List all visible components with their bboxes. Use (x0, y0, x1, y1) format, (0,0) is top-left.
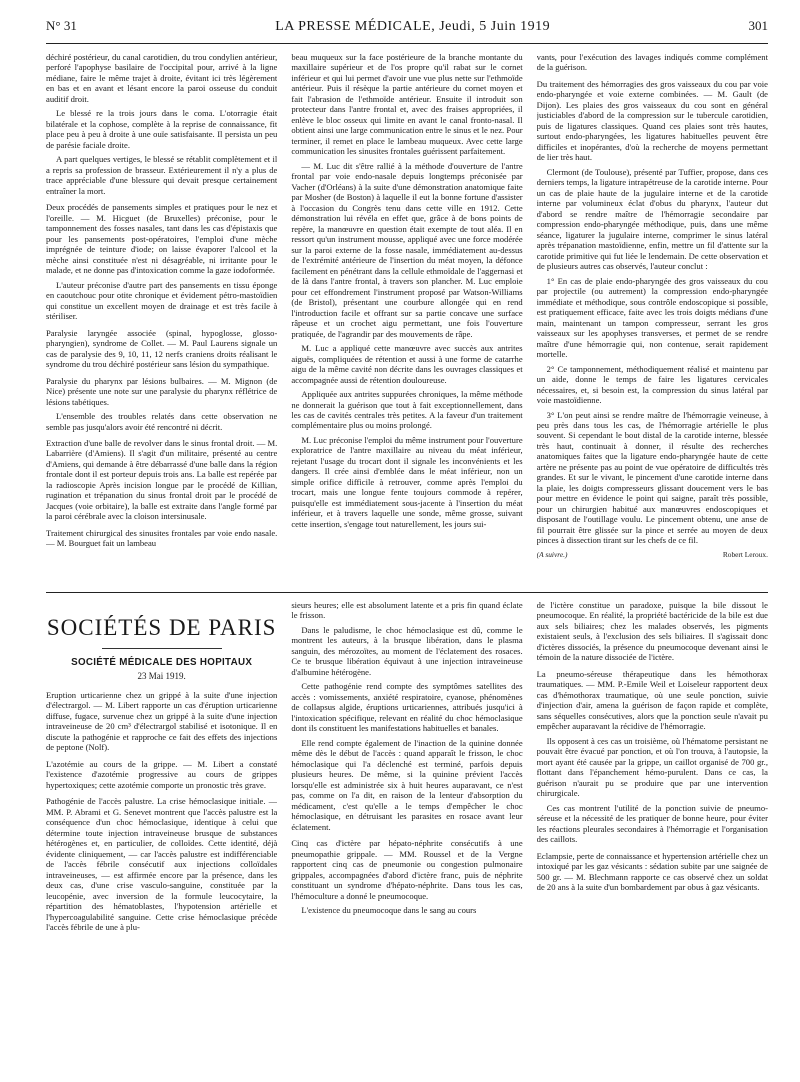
paragraph: Appliquée aux antrites suppurées chroniques, la même méthode ne donnerait la guérison que tout à fait exceptionnellement, dans les cas de cavités centrales très petites. A la faveur d'un traitement complémentaire plus ou moins prolongé. (291, 389, 523, 431)
section-paragraph: Deux procédés de pansements simples et pratiques pour le nez et l'oreille. — M. Hicguet (de Bruxelles) préconise, pour le tamponnement des fosses nasales, tant dans les cas d'épistaxis que pour les pansements post-opératoires, l'emploi d'une mèche imprégnée de teinture d'iode; on laisse évaporer l'alcool et la mèche ainsi constituée n'est ni désagréable, ni irritante pour le malade, et ne donne pas d'intoxication comme la gaze iodoformée. (46, 202, 278, 276)
paragraph: Clermont (de Toulouse), présenté par Tuffier, propose, dans ces derniers temps, la ligature intrapétreuse de la carotide interne. Pour un cas de plaie haute de la jugulaire interne et de la carotide interne par volumineux éclat d'obus du pharynx, l'auteur dut d'abord se rendre maître de l'hémorragie secondaire par compression endo-pharyngée méthodique, puis, dans une même séance, ligaturer la jugulaire interne, comprimer le sinus latéral après trépanation mastoïdienne, enfin, mettre un fil d'attente sur la carotide primitive qui fut liée le lendemain. De cette observation et de plusieurs autres cas observés, l'auteur conclut : (536, 166, 768, 272)
paragraph: Ils opposent à ces cas un troisième, où l'hématome persistant ne pouvait être évacué par ponction, et où l'on trouva, à l'autopsie, la mort ayant été causée par la grippe, un caillot organisé de 700 gr., flottant dans l'épanchement hémo-purulent. Dans ce cas, la guérison n'aurait pu se produire que par une intervention chirurgicale. (536, 735, 768, 799)
top-columns (46, 52, 768, 584)
section-paragraph: Eruption urticarienne chez un grippé à la suite d'une injection d'électrargol. — M. Libert rapporte un cas d'éruption urticarienne diffuse, fugace, survenue chez un grippé à la suite d'une injection intraveineuse de 20 cm³ d'électrargol stabilisé et isotonique. Il en discute la pathogénie et rapproche ce fait des effets des injections de peptone (Nolf). (46, 689, 278, 753)
continued-note: (A suivre.) (536, 549, 568, 559)
paragraph: Elle rend compte également de l'inaction de la quinine donnée même dès le début de l'accès : quand apparaît le frisson, le choc hémoclasique qui l'a déclenché est terminé, parfois depuis plusieurs heures. De même, si la quinine prévient l'accès lorsqu'elle est administrée six à huit heures auparavant, ce n'est pas, comme on l'a dit, en raison de la lenteur d'absorption du médicament, c'est qu'elle a le temps d'empêcher le choc hémoclasique, en détruisant les parasites en rosace avant leur éclatement. (291, 737, 523, 832)
session-date: 23 Mai 1919. (137, 670, 186, 681)
top-column-2 (291, 52, 522, 584)
section-rule (46, 592, 768, 593)
top-column-3 (537, 52, 768, 584)
signature (537, 550, 768, 559)
paragraph: Ces cas montrent l'utilité de la ponction suivie de pneumo-séreuse et la nécessité de les pratiquer de bonne heure, pour éviter les réactions pleurales secondaires à l'hémorragie et l'organisation des caillots. (536, 802, 768, 845)
societes-column-3 (537, 600, 768, 1070)
section-paragraph: Extraction d'une balle de revolver dans le sinus frontal droit. — M. Labarrière (d'Amiens). Il s'agit d'un militaire, présenté au centre d'Amiens, qui demande à être débarrassé d'une balle dans la région frontale dont il est porteur depuis trois ans. La balle est repérée par la radioscopie Après incision longue par le procédé de Killian, rugination et trépanation du sinus frontal droit par le procédé de Jacques (voie orbitaire), la balle est extraite dans l'angle formé par la paroi cérébrale avec la cloison intersinusale. (46, 437, 278, 522)
author-name: Robert Leroux. (722, 549, 768, 559)
section-paragraph: Paralysie laryngée associée (spinal, hypoglosse, glosso-pharyngien), syndrome de Collet. — M. Paul Laurens signale un cas de paralysie des 9, 10, 11, 12 nerfs craniens droits réalisant le syndrome du trou déchiré postérieur sans lésion du sympathique. (46, 327, 278, 370)
society-name: SOCIÉTÉ MÉDICALE DES HOPITAUX (71, 657, 253, 669)
section-paragraph: Du traitement des hémorragies des gros vaisseaux du cou par voie endo-pharyngée et voie externe combinées. — M. Gault (de Dijon). Les plaies des gros vaisseaux du cou sont en général justiciables d'abord de la compression sur le tubercule carotidien, puis de ligatures classiques. Quand ces plaies sont très hautes, surtout endo-pharyngées, les ligatures habituelles peuvent être difficiles et inopérantes, d'où la recherche de moyens permettant de lier très haut. (536, 78, 768, 163)
paragraph: vants, pour l'exécution des lavages indiqués comme complément de la guérison. (536, 52, 768, 73)
paragraph: — M. Luc dit s'être rallié à la méthode d'ouverture de l'antre frontal par voie endo-nasale depuis longtemps préconisée par Vacher (d'Orléans) à la suite d'une démonstration anatomique faite par Mosher (de Boston) à laquelle il eut la bonne fortune d'assister à l'occasion du Congrès tenu dans cette ville en 1912. Cette démonstration lui révéla en effet que, grâce à de bons points de repère, la manœuvre en question était exempte de tout aléa. Il en ressort qu'un instrument mousse, appliqué avec une force modérée sur la paroi externe de la fosse nasale, immédiatement au-dessus de l'extrémité antérieure de l'insertion du méat moyen, la défonce facilement en pénétrant dans la cellule ethmoïdale de l'aggernasi et de là dans l'antre frontal, à travers son plancher. M. Luc emploie pour cet effondrement l'instrument proposé par Watson-Williams (de Bristol), présentant une courbure allongée qui en rend l'introduction facile et offrant sur sa partie concave une surface râpeuse et un crochet aigu permettant, une fois l'ouverture pratiquée, de l'agrandir par des mouvements de râpe. (291, 160, 523, 339)
paragraph: 1° En cas de plaie endo-pharyngée des gros vaisseaux du cou par projectile (ou autrement) la compression endo-pharyngée immédiate et méthodique, sous contrôle endoscopique si possible, est pratiquement efficace, faite avec les trois doigts médians d'une main, maintenant un tampon compresseur, serrant les gros vaisseaux sur les apophyses transverses, et permet de se rendre maître d'une hémorragie qui, non contenue, serait rapidement mortelle. (536, 275, 768, 360)
societes-column-2 (291, 600, 522, 1070)
section-paragraph: Traitement chirurgical des sinusites frontales par voie endo nasale. — M. Bourguet fait un lambeau (46, 527, 278, 549)
societes-column-1 (46, 600, 277, 1070)
section-paragraph: L'azotémie au cours de la grippe. — M. Libert a constaté l'existence d'azotémie progressive au cours de grippes hypertoxiques; cette azotémie comporte un pronostic très grave. (46, 758, 278, 790)
paragraph: M. Luc a appliqué cette manœuvre avec succès aux antrites aiguës, compliquées de rétention et aussi à une forme de catarrhe aigu de la même cavité non décrite dans les ouvrages classiques et accompagnée aussi de rétention douloureuse. (291, 343, 523, 385)
paragraph: beau muqueux sur la face postérieure de la branche montante du maxillaire supérieur et de l'os propre qu'il rabat sur le cornet inférieur et qui lui permet d'avoir une vue plus nette sur l'ethmoïde antérieur. Puis il résèque la partie antérieure du cornet moyen et fait l'abrasion de l'ethmoïde antérieur. Ensuite il introduit son protecteur dans l'antre frontal et, avec des fraises appropriées, il enlève le bloc osseux qui limite en avant le canal fronto-nasal. Il obtient ainsi une large communication entre le sinus et le nez. Pour terminer, il remet en place le lambeau muqueux. Avec cette large communication les sinusites frontales guérissent parfaitement. (291, 52, 523, 157)
paragraph: L'auteur préconise d'autre part des pansements en tissu éponge en caoutchouc pour otite chronique et évidement pétro-mastoïdien qui constitue un excellent moyen de drainage et est très facile à stériliser. (46, 279, 278, 322)
paragraph: Cette pathogénie rend compte des symptômes satellites des accès : vomissements, anxiété respiratoire, cyanose, phénomènes de collapsus algide, éruptions urticariennes, attribués jusqu'ici à l'intoxication spécifique, relevant en réalité du choc hémoclasique dont ils constituent les manifestations habituelles et banales. (291, 681, 523, 734)
paragraph: L'ensemble des troubles relatés dans cette observation ne semble pas jusqu'alors avoir été rencontré ni décrit. (46, 411, 278, 432)
page-number: 301 (748, 18, 768, 33)
paragraph: sieurs heures; elle est absolument latente et a pris fin quand éclate le frisson. (291, 600, 523, 621)
paragraph: de l'ictère constitue un paradoxe, puisque la bile dissout le pneumocoque. En réalité, la propriété bactéricide de la bile est due aux sels biliaires; chez les malades observés, les pigments existaient seuls, à l'exclusion des sels biliaires. Il s'agissait donc d'ictères dissociés, la présence du pneumocoque devenant ainsi le témoin de la nature dissociée de l'ictère. (536, 600, 768, 663)
journal-title: LA PRESSE MÉDICALE, Jeudi, 5 Juin 1919 (275, 19, 551, 34)
title-rule (102, 648, 222, 649)
top-column-1 (46, 52, 277, 584)
section-paragraph: Eclampsie, perte de connaissance et hypertension artérielle chez un intoxiqué par les gaz vésicants : sédation subite par une saignée de 500 gr. — M. Blechmann rapporte ce cas observé chez un soldat de 20 ans à la suite d'un bombardement par obus à gaz vésicants. (536, 850, 768, 893)
paragraph: Dans le paludisme, le choc hémoclasique est dû, comme le montrent les auteurs, à la brusque libération, dans le plasma sanguin, des mérozoïtes, au moment de l'éclatement des rosaces. Ce te brusque libération équivaut à une injection intraveineuse d'albumine hétérogène. (291, 624, 523, 677)
section-paragraph: La pneumo-séreuse thérapeutique dans les hémothorax traumatiques. — MM. P.-Emile Weil et Loiseleur rapportent deux cas d'hémothorax traumatique, où une seule ponction, suivie d'injection d'air, amena la guérison de façon rapide et complète, sans séquelles consécutives, alors que la ponction seule n'avait pu empêcher auparavant la récidive de l'hémorragie. (536, 668, 768, 732)
section-paragraph: Paralysie du pharynx par lésions bulbaires. — M. Mignon (de Nice) présente une note sur une paralysie du pharynx réflétrice de lésions tabétiques. (46, 375, 278, 407)
issue-number: N° 31 (46, 18, 77, 33)
paragraph: déchiré postérieur, du canal carotidien, du trou condylien antérieur, perforé l'apophyse basilaire de l'occipital pour, arrivé à la ligne médiane, faire le même trajet à droite, évitant ici très légèrement en bas et en avant et lésant encore la paroi osseuse du conduit auditif droit. (46, 52, 278, 104)
paragraph: A part quelques vertiges, le blessé se rétablit complètement et il a repris sa profession de brasseur. Extérieurement il n'y a plus de trace appréciable d'une blessure qui devait presque certainement entraîner la mort. (46, 154, 278, 196)
page-header (46, 18, 768, 40)
section-paragraph: Pathogénie de l'accès palustre. La crise hémoclasique initiale. — MM. P. Abrami et G. Senevet montrent que l'accès palustre est la conséquence d'un choc hémoclasique, identique à celui que détermine toute injection intraveineuse brusque de substances hétérogènes et, en particulier, de colloïdes. Cette identité, déjà évidente cliniquement, — car l'accès palustre est indifférenciable de l'accès fébrile consécutif aux injections colloïdales intraveineuses, — est affirmée encore par la présence, dans les deux cas, d'une crise vasculo-sanguine, constituée par la leucopénie, avec inversion de la formule leucocytaire, la répartition des hématoblastes, l'hypotension artérielle et l'hypercoagulabilité sanguine. Cette crise hémoclasique précède l'accès fébrile de une à plu- (46, 796, 278, 933)
header-rule (46, 43, 768, 44)
societes-columns (46, 600, 768, 1070)
paragraph: M. Luc préconise l'emploi du même instrument pour l'ouverture exploratrice de l'antre maxillaire au niveau du méat inférieur, rejetant l'usage du trocart dont il signale les inconvénients et les dangers. Il crée ainsi d'emblée dans le méat inférieur, non un simple orifice difficile à retrouver, comme après l'emploi du trocart, mais une longue fente toujours commode à repérer, puisqu'elle est immédiatement sous-jacente à l'insertion du méat inférieur, et à travers laquelle une sonde, même grosse, suivant cette insertion, s'engage tout naturellement, les jours sui- (291, 434, 523, 529)
paragraph: L'existence du pneumocoque dans le sang au cours (301, 905, 477, 916)
paragraph: 3° L'on peut ainsi se rendre maître de l'hémorragie veineuse, à peu près dans tous les cas, de l'hémorragie artérielle le plus souvent. Si cependant le bout distal de la carotide interne, blessée très haut, continuait à donner, il résulte des recherches anatomiques faites que la ligature endo-pharyngée haute de cette artère ne présente pas au point de vue opératoire de difficultés très grandes. Et sur le vivant, le pincement d'une carotide interne dans la plaie, les doigts compresseurs glissant doucement vers le bas pour mettre en évidence le point qui saigne, paraît très possible, pour un chirurgien habitué aux manœuvres endoscopiques et disposant de l'outillage voulu. Le pincement obtenu, une anse de fil pourrait être glissée sur la pince et serrée au moyen de deux pinces à dissection tirant sur les chefs de ce fil. (536, 409, 768, 546)
paragraph: Le blessé re la trois jours dans le coma. L'otorragie était bilatérale et la cophose, complète à la reprise de connaissance, fit place peu à peu à droite à une ouïe satisfaisante. Il persista un peu de parésie faciale droite. (46, 108, 278, 150)
section-paragraph: Cinq cas d'ictère par hépato-néphrite consécutifs à une pneumopathie grippale. — MM. Roussel et de la Vergne rapportent cinq cas de pneumonie ou congestion pulmonaire grippales, accompagnées d'abord d'ictère franc, puis de néphrite constituant un syndrome d'hépato-néphrite. Dans tous les cas, l'hémoculture a donné le pneumocoque. (291, 838, 523, 901)
paragraph: 2° Ce tamponnement, méthodiquement réalisé et maintenu par un aide, donne le temps de faire les ligatures cervicales nécessaires, et, si besoin est, la compression du sinus latéral par voie mastoïdienne. (536, 363, 768, 406)
section-title: SOCIÉTÉS DE PARIS (46, 615, 277, 640)
